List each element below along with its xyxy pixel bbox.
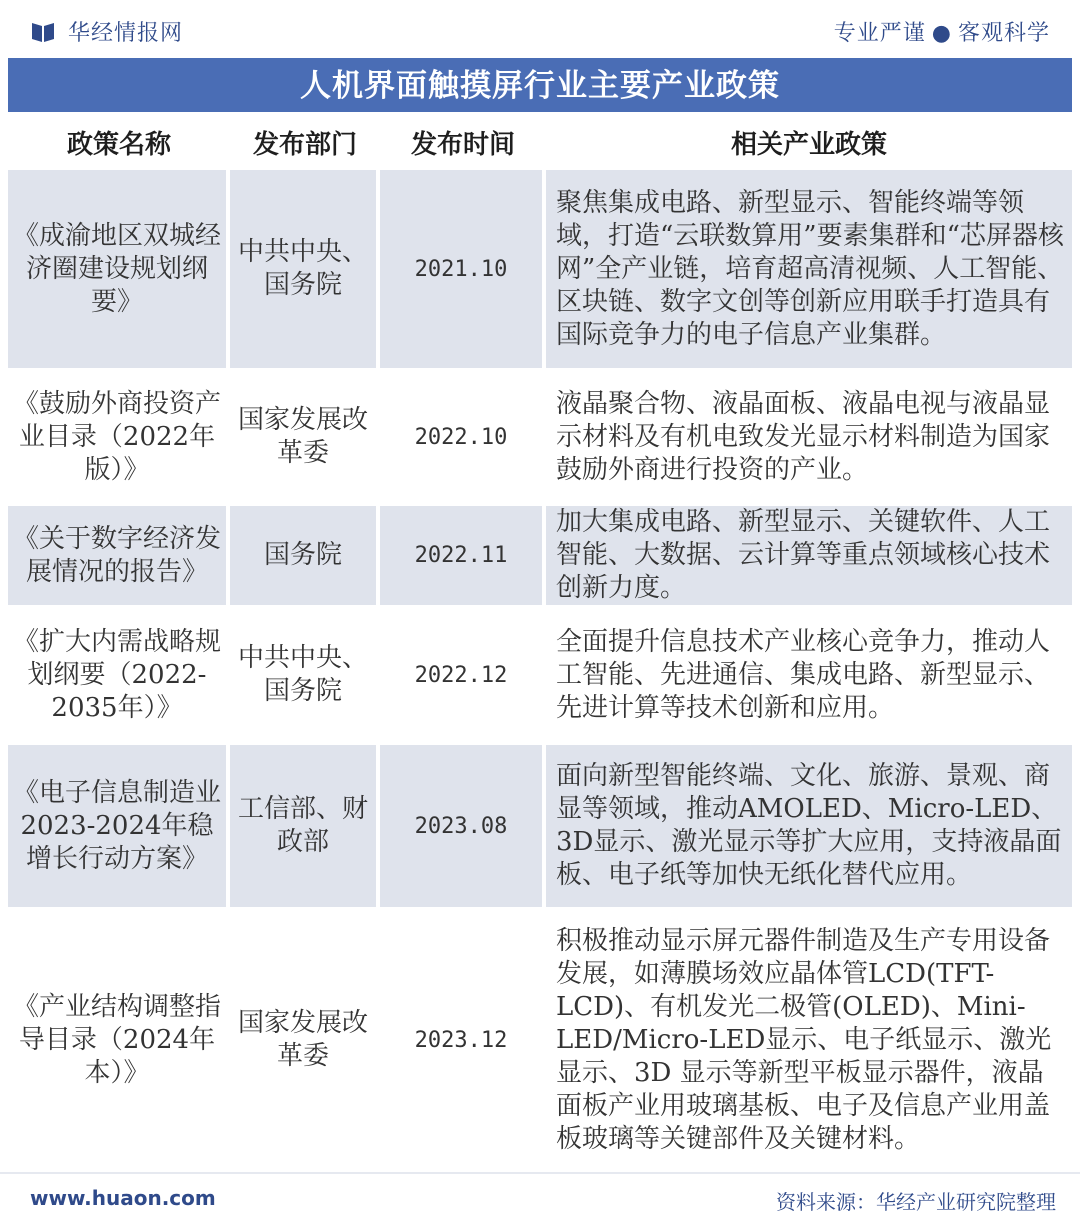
policy-date: 2022.12 — [380, 609, 546, 745]
policy-date: 2021.10 — [380, 170, 546, 372]
policy-content: 积极推动显示屏元器件制造及生产专用设备发展，如薄膜场效应晶体管LCD(TFT-LCD)、有机发光二极管(OLED)、Mini-LED/Micro-LED显示、电子纸显示、激光显示、3D 显示等新型平板显示器件，液晶面板产业用玻璃基板、电子及信息产业用盖板玻璃等关键部件及关键材料。 — [546, 911, 1072, 1173]
book-icon — [30, 18, 56, 44]
table-row — [8, 506, 1072, 609]
policy-content: 全面提升信息技术产业核心竞争力，推动人工智能、先进通信、集成电路、新型显示、先进计算等技术创新和应用。 — [546, 609, 1072, 745]
policy-date: 2023.12 — [380, 911, 546, 1173]
slogan-left: 专业严谨 — [833, 21, 926, 46]
policy-name: 《关于数字经济发展情况的报告》 — [8, 506, 230, 609]
policy-table — [8, 114, 1072, 1173]
policy-content: 液晶聚合物、液晶面板、液晶电视与液晶显示材料及有机电致发光显示材料制造为国家鼓励外商进行投资的产业。 — [546, 372, 1072, 506]
site-url: www.huaon.com — [30, 1186, 216, 1210]
policy-content: 聚焦集成电路、新型显示、智能终端等领域，打造“云联数算用”要素集群和“芯屏器核网”全产业链，培育超高清视频、人工智能、区块链、数字文创等创新应用联手打造具有国际竞争力的电子信息产业集群。 — [546, 170, 1072, 372]
policy-dept: 国务院 — [230, 506, 380, 609]
policy-date: 2022.10 — [380, 372, 546, 506]
policy-date: 2023.08 — [380, 745, 546, 911]
footer — [0, 1172, 1080, 1228]
source-note: 资料来源：华经产业研究院整理 — [776, 1190, 1056, 1214]
column-header-policy: 相关产业政策 — [546, 114, 1072, 170]
policy-name: 《成渝地区双城经济圈建设规划纲要》 — [8, 170, 230, 372]
policy-date: 2022.11 — [380, 506, 546, 609]
table-row — [8, 609, 1072, 745]
table-row — [8, 170, 1072, 372]
column-header-name: 政策名称 — [8, 114, 230, 170]
table-row — [8, 911, 1072, 1173]
policy-name: 《扩大内需战略规划纲要（2022-2035年）》 — [8, 609, 230, 745]
table-row — [8, 745, 1072, 911]
slogan — [834, 16, 1050, 47]
slogan-dot: ● — [931, 21, 952, 46]
top-bar — [0, 0, 1080, 56]
policy-dept: 中共中央、国务院 — [230, 609, 380, 745]
policy-dept: 中共中央、国务院 — [230, 170, 380, 372]
policy-content: 面向新型智能终端、文化、旅游、景观、商显等领域，推动AMOLED、Micro-LED、3D显示、激光显示等扩大应用，支持液晶面板、电子纸等加快无纸化替代应用。 — [546, 745, 1072, 911]
policy-name: 《电子信息制造业2023-2024年稳增长行动方案》 — [8, 745, 230, 911]
slogan-right: 客观科学 — [957, 21, 1050, 46]
policy-dept: 工信部、财政部 — [230, 745, 380, 911]
policy-content: 加大集成电路、新型显示、关键软件、人工智能、大数据、云计算等重点领域核心技术创新力度。 — [546, 506, 1072, 609]
brand-name: 华经情报网 — [68, 21, 184, 46]
table-header — [8, 114, 1072, 170]
table-row — [8, 372, 1072, 506]
page-title: 人机界面触摸屏行业主要产业政策 — [8, 58, 1072, 112]
policy-dept: 国家发展改革委 — [230, 911, 380, 1173]
column-header-dept: 发布部门 — [230, 114, 380, 170]
policy-name: 《鼓励外商投资产业目录（2022年版）》 — [8, 372, 230, 506]
policy-dept: 国家发展改革委 — [230, 372, 380, 506]
column-header-date: 发布时间 — [380, 114, 546, 170]
policy-name: 《产业结构调整指导目录（2024年本）》 — [8, 911, 230, 1173]
